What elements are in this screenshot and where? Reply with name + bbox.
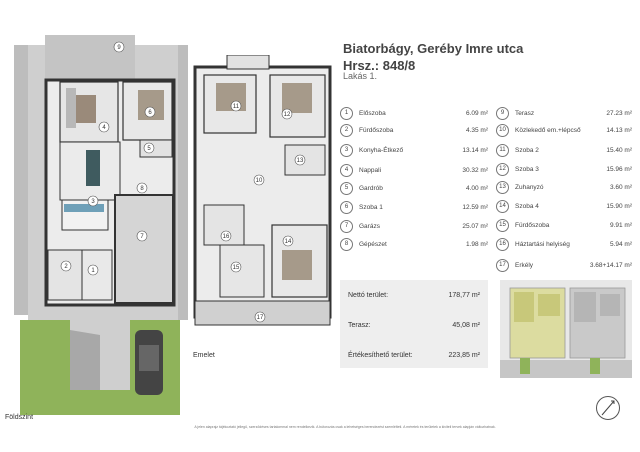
title-parcel: Hrsz.: 848/8 [343, 58, 416, 73]
room-area: 12.59 m² [462, 203, 488, 211]
room-area: 4.35 m² [465, 126, 488, 134]
room-name: Garázs [359, 222, 380, 230]
room-row [340, 162, 488, 178]
ground-floor-plan [0, 0, 190, 430]
svg-text:5: 5 [147, 146, 151, 152]
room-area: 15.96 m² [606, 165, 632, 173]
room-name: Konyha-Étkező [359, 146, 404, 154]
room-number: 1 [340, 107, 353, 120]
room-number: 14 [496, 200, 509, 213]
svg-text:9: 9 [117, 45, 121, 51]
room-area: 13.14 m² [462, 146, 488, 154]
room-row [340, 218, 488, 234]
upper-floor-label: Emelet [193, 352, 215, 359]
room-number: 12 [496, 163, 509, 176]
ground-floor-label: Földszint [5, 414, 34, 421]
room-row [496, 161, 632, 177]
svg-text:1: 1 [91, 268, 95, 274]
net-area-value: 178,77 m² [448, 292, 480, 299]
room-name: Gépészet [359, 240, 387, 248]
room-row [496, 257, 632, 273]
room-number: 11 [496, 144, 509, 157]
svg-text:7: 7 [140, 234, 144, 240]
room-row [340, 180, 488, 196]
svg-text:15: 15 [232, 265, 240, 271]
room-number: 8 [340, 238, 353, 251]
svg-text:16: 16 [222, 234, 230, 240]
disclaimer-text: A jelen alaprajz tájékoztató jellegű, szerződéses tartalommal nem rendelkezik. A bútorozás csak a lehetséges berendezést szemlélteti. A méretek és területek a kiviteli tervek alapján változhatnak. [194, 425, 496, 429]
terrace-area-row [348, 322, 480, 329]
terrace-area-label: Terasz: [348, 322, 371, 329]
room-row [496, 236, 632, 252]
room-area: 1.98 m² [465, 240, 488, 248]
area-summary [340, 280, 488, 368]
room-area: 3.68+14.17 m² [589, 261, 632, 269]
svg-text:17: 17 [256, 315, 264, 321]
apartment-subtitle: Lakás 1. [343, 71, 378, 81]
room-row [496, 217, 632, 233]
room-number: 9 [496, 107, 509, 120]
room-row [340, 236, 488, 252]
svg-text:11: 11 [232, 104, 240, 110]
svg-text:13: 13 [296, 158, 304, 164]
room-number: 10 [496, 124, 509, 137]
room-number: 13 [496, 181, 509, 194]
room-name: Gardrób [359, 184, 383, 192]
page-title [343, 40, 523, 74]
upper-floor-plan [190, 55, 340, 355]
room-name: Előszoba [359, 109, 386, 117]
sellable-area-row [348, 352, 480, 359]
room-number: 15 [496, 219, 509, 232]
room-name: Erkély [515, 261, 534, 269]
room-name: Háztartási helyiség [515, 240, 570, 248]
room-area: 15.40 m² [606, 146, 632, 154]
room-area: 15.90 m² [606, 202, 632, 210]
svg-text:8: 8 [140, 186, 144, 192]
room-number: 5 [340, 182, 353, 195]
room-name: Fürdőszoba [515, 221, 550, 229]
room-area: 27.23 m² [606, 109, 632, 117]
room-number: 4 [340, 164, 353, 177]
room-row [496, 198, 632, 214]
room-row [496, 142, 632, 158]
svg-text:10: 10 [255, 178, 263, 184]
room-number: 17 [496, 259, 509, 272]
room-area: 14.13 m² [606, 126, 632, 134]
room-name: Közlekedő em.+lépcső [515, 126, 581, 134]
room-row [340, 105, 488, 121]
svg-text:12: 12 [283, 112, 291, 118]
room-name: Nappali [359, 166, 382, 174]
north-arrow-icon [596, 396, 620, 420]
svg-text:3: 3 [91, 199, 95, 205]
room-name: Zuhanyzó [515, 183, 544, 191]
room-row [496, 179, 632, 195]
room-area: 3.60 m² [609, 183, 632, 191]
room-row [340, 199, 488, 215]
room-area: 9.91 m² [609, 221, 632, 229]
title-address: Biatorbágy, Geréby Imre utca [343, 41, 524, 56]
room-area: 5.94 m² [609, 240, 632, 248]
room-name: Szoba 3 [515, 165, 539, 173]
room-row [496, 105, 632, 121]
room-area: 25.07 m² [462, 222, 488, 230]
room-number: 16 [496, 238, 509, 251]
room-name: Szoba 4 [515, 202, 539, 210]
room-row [340, 122, 488, 138]
room-row [340, 142, 488, 158]
room-area: 30.32 m² [462, 166, 488, 174]
svg-text:2: 2 [64, 264, 68, 270]
net-area-row [348, 292, 480, 299]
room-name: Fürdőszoba [359, 126, 394, 134]
room-number: 3 [340, 144, 353, 157]
site-key-plan [500, 280, 632, 378]
net-area-label: Nettó terület: [348, 292, 389, 299]
room-area: 4.00 m² [465, 184, 488, 192]
room-number: 7 [340, 220, 353, 233]
room-number: 6 [340, 201, 353, 214]
room-name: Terasz [515, 109, 535, 117]
room-row [496, 122, 632, 138]
svg-text:14: 14 [284, 239, 292, 245]
room-name: Szoba 2 [515, 146, 539, 154]
svg-text:6: 6 [148, 110, 152, 116]
svg-text:4: 4 [102, 125, 106, 131]
room-number: 2 [340, 124, 353, 137]
room-area: 6.09 m² [465, 109, 488, 117]
room-name: Szoba 1 [359, 203, 383, 211]
sellable-area-value: 223,85 m² [448, 352, 480, 359]
sellable-area-label: Értékesíthető terület: [348, 352, 413, 359]
terrace-area-value: 45,08 m² [452, 322, 480, 329]
